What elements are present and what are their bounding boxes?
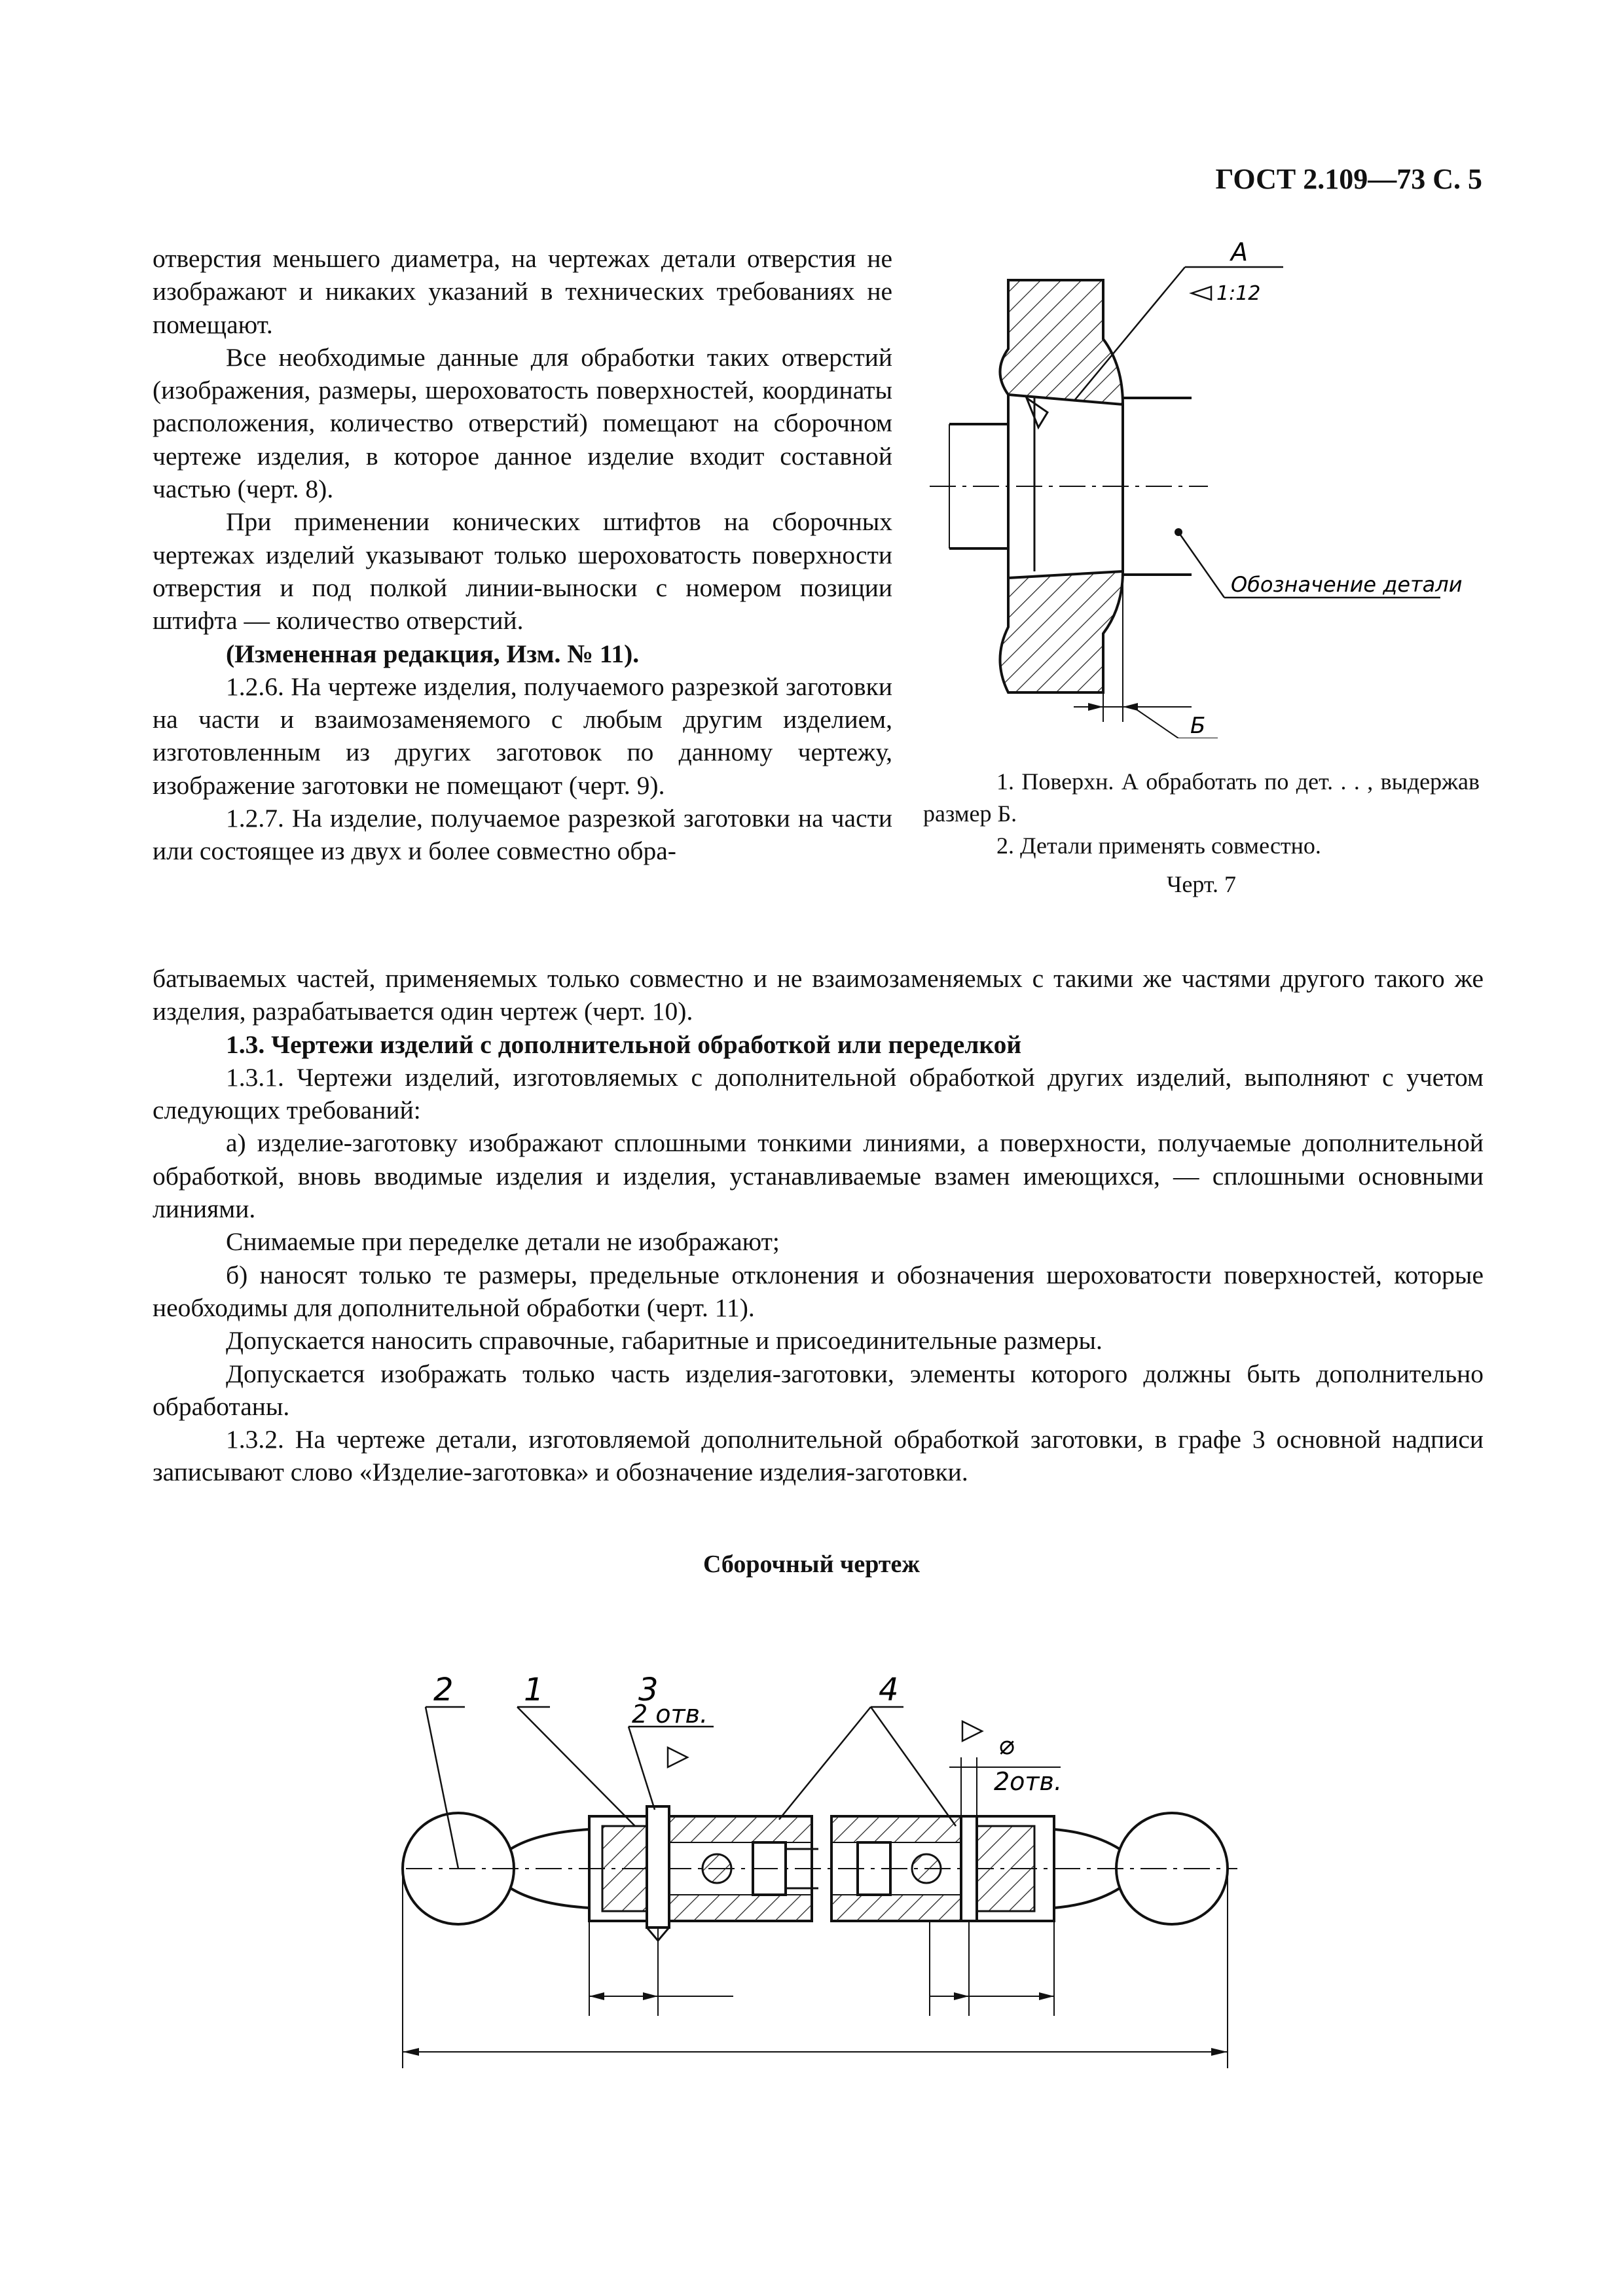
fig7-taper: 1:12 xyxy=(1216,282,1261,305)
assembly-drawing xyxy=(386,1617,1250,2140)
page-header: ГОСТ 2.109—73 С. 5 xyxy=(1215,163,1482,195)
fig7-note-1: 1. Поверхн. А обработать по дет. . . , выдержав размер Б. xyxy=(923,768,1480,827)
figure-7-notes xyxy=(923,766,1480,862)
full-paragraphs-5: б) наносят только те размеры, предельные отклонения и обозначения шероховатости поверхностей, которые необходимы для дополнительной обработки (черт. 11). xyxy=(153,1260,1484,1322)
asm-diameter: ⌀ xyxy=(998,1731,1015,1761)
full-paragraphs-3: а) изделие-заготовку изображают сплошными тонкими линиями, а поверхности, получаемые дополнительной обработкой, вновь вводимые изделия и изделия, устанавливаемые взамен имеющихся, — сплошными основными линиями. xyxy=(153,1128,1484,1224)
full-paragraphs-2: 1.3.1. Чертежи изделий, изготовляемых с дополнительной обработкой других изделий, выполняют с учетом следующих требований: xyxy=(153,1062,1484,1125)
asm-holes-right: 2отв. xyxy=(994,1767,1063,1796)
assembly-drawing-title: Сборочный чертеж xyxy=(703,1551,920,1578)
full-paragraphs-4: Снимаемые при переделке детали не изображают; xyxy=(226,1227,780,1257)
fig7-label-a: А xyxy=(1231,241,1248,266)
full-paragraphs-1: 1.3. Чертежи изделий с дополнительной обработкой или переделкой xyxy=(226,1030,1022,1059)
left-paragraphs-2: При применении конических штифтов на сборочных чертежах изделий указывают только шероховатость поверхности отверстия и под полкой линии-выноски с номером позиции штифта — количество отверстий. xyxy=(153,507,892,636)
fig7-label-b: Б xyxy=(1190,713,1206,738)
left-paragraphs-1: Все необходимые данные для обработки таких отверстий (изображения, размеры, шероховатость поверхностей, координаты расположения, количество отверстий) помещают на сборочном чертеже изделия, в которое данное изделие входит составной частью (черт. 8). xyxy=(153,342,892,504)
figure-7-drawing xyxy=(917,241,1480,738)
left-paragraphs-3: (Измененная редакция, Изм. № 11). xyxy=(226,639,640,668)
asm-holes-left: 2 отв. xyxy=(632,1700,708,1729)
left-column-text xyxy=(153,242,892,868)
asm-pos-4: 4 xyxy=(879,1672,899,1708)
left-paragraphs-4: 1.2.6. На чертеже изделия, получаемого разрезкой заготовки на части и взаимозаменяемого с любым другим изделием, изготовленным из других заготовок по данному чертежу, изображение заготовки не помещают (черт. 9). xyxy=(153,672,892,800)
full-paragraphs-7: Допускается изображать только часть изделия-заготовки, элементы которого должны быть дополнительно обработаны. xyxy=(153,1359,1484,1421)
asm-pos-2: 2 xyxy=(433,1672,454,1708)
asm-pos-3: 3 xyxy=(638,1672,659,1708)
full-paragraphs-8: 1.3.2. На чертеже детали, изготовляемой дополнительной обработкой заготовки, в графе 3 основной надписи записывают слово «Изделие-заготовка» и обозначение изделия-заготовки. xyxy=(153,1425,1484,1487)
full-paragraphs-0: батываемых частей, применяемых только совместно и не взаимозаменяемых с такими же частями другого такого же изделия, разрабатывается один чертеж (черт. 10). xyxy=(153,964,1484,1026)
full-width-text xyxy=(153,962,1484,1489)
left-paragraphs-0: отверстия меньшего диаметра, на чертежах детали отверстия не изображают и никаких указаний в технических требованиях не помещают. xyxy=(153,244,892,339)
asm-pos-1: 1 xyxy=(524,1672,544,1708)
left-paragraphs-5: 1.2.7. На изделие, получаемое разрезкой заготовки на части или состоящее из двух и более совместно обра- xyxy=(153,804,892,866)
fig7-designation: Обозначение детали xyxy=(1231,572,1463,597)
figure-7-caption: Черт. 7 xyxy=(1167,871,1236,897)
fig7-note-2: 2. Детали применять совместно. xyxy=(996,833,1321,859)
full-paragraphs-6: Допускается наносить справочные, габаритные и присоединительные размеры. xyxy=(226,1326,1103,1355)
